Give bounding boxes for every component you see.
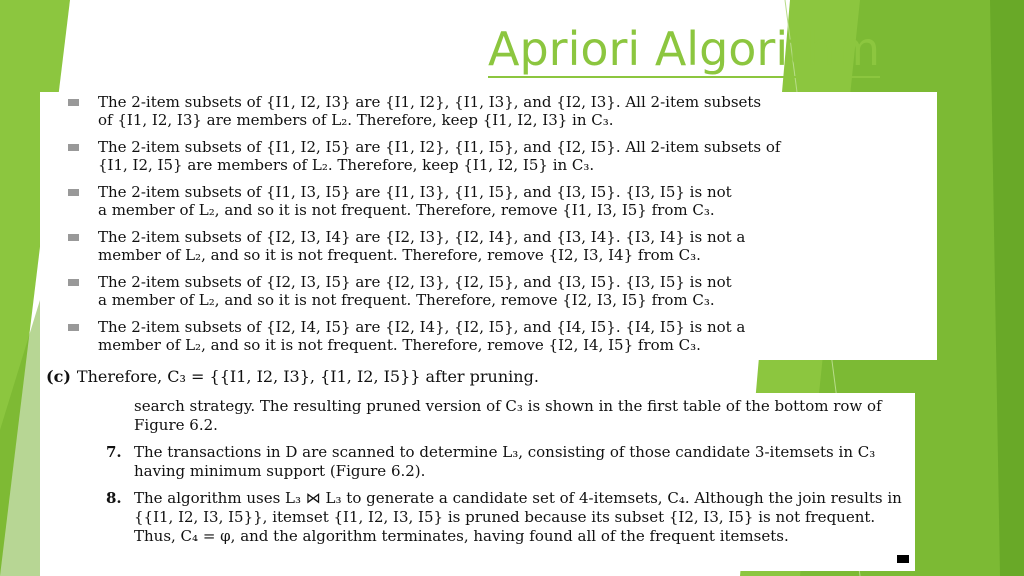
square-bullet-icon: [68, 144, 79, 151]
step-7: [106, 443, 912, 481]
step-number: 7.: [106, 443, 122, 461]
algorithm-steps: [106, 397, 912, 546]
list-item: The 2-item subsets of {I1, I2, I5} are {I1, I2}, {I1, I5}, and {I2, I5}. All 2-item subsets of {I1, I2, I5} are members of L₂. Therefore, keep {I1, I2, I5} in C₃.: [64, 138, 934, 183]
step-text: The algorithm uses L₃ ⋈ L₃ to generate a candidate set of 4-itemsets, C₄. Although the join results in {{I1, I2, I3, I5}}, itemset {I1, I2, I3, I5} is pruned because its subset {I2, I3, I5} is not frequent. Thus, C₄ = φ, and the algorithm terminates, having found all of the frequent itemsets.: [134, 489, 902, 545]
step-text: The transactions in D are scanned to determine L₃, consisting of those candidate 3-itemsets in C₃ having minimum support (Figure 6.2).: [134, 443, 876, 480]
subset-check-list: [64, 93, 934, 363]
square-bullet-icon: [68, 234, 79, 241]
step-number: 8.: [106, 489, 122, 507]
list-item: The 2-item subsets of {I2, I4, I5} are {I2, I4}, {I2, I5}, and {I4, I5}. {I4, I5} is not a member of L₂, and so it is not frequent. Therefore, remove {I2, I4, I5} from C₃.: [64, 318, 934, 363]
list-item: The 2-item subsets of {I1, I3, I5} are {I1, I3}, {I1, I5}, and {I3, I5}. {I3, I5} is not a member of L₂, and so it is not frequent. Therefore, remove {I1, I3, I5} from C₃.: [64, 183, 934, 228]
square-bullet-icon: [68, 189, 79, 196]
continuation-paragraph: search strategy. The resulting pruned version of C₃ is shown in the first table of the bottom row of Figure 6.2.: [134, 397, 882, 434]
square-bullet-icon: [68, 99, 79, 106]
square-bullet-icon: [68, 279, 79, 286]
step-8: [106, 489, 912, 546]
list-item: The 2-item subsets of {I2, I3, I5} are {I2, I3}, {I2, I5}, and {I3, I5}. {I3, I5} is not a member of L₂, and so it is not frequent. Therefore, remove {I2, I3, I5} from C₃.: [64, 273, 934, 318]
end-marker-icon: [897, 555, 909, 563]
conclusion-tag: (c): [46, 367, 71, 386]
conclusion-text: Therefore, C₃ = {{I1, I2, I3}, {I1, I2, I5}} after pruning.: [76, 367, 539, 386]
pruning-conclusion: [46, 367, 539, 386]
square-bullet-icon: [68, 324, 79, 331]
list-item: The 2-item subsets of {I2, I3, I4} are {I2, I3}, {I2, I4}, and {I3, I4}. {I3, I4} is not a member of L₂, and so it is not frequent. Therefore, remove {I2, I3, I4} from C₃.: [64, 228, 934, 273]
slide-title: Apriori Algorithm: [488, 22, 881, 76]
list-item: The 2-item subsets of {I1, I2, I3} are {I1, I2}, {I1, I3}, and {I2, I3}. All 2-item subsets of {I1, I2, I3} are members of L₂. Therefore, keep {I1, I2, I3} in C₃.: [64, 93, 934, 138]
